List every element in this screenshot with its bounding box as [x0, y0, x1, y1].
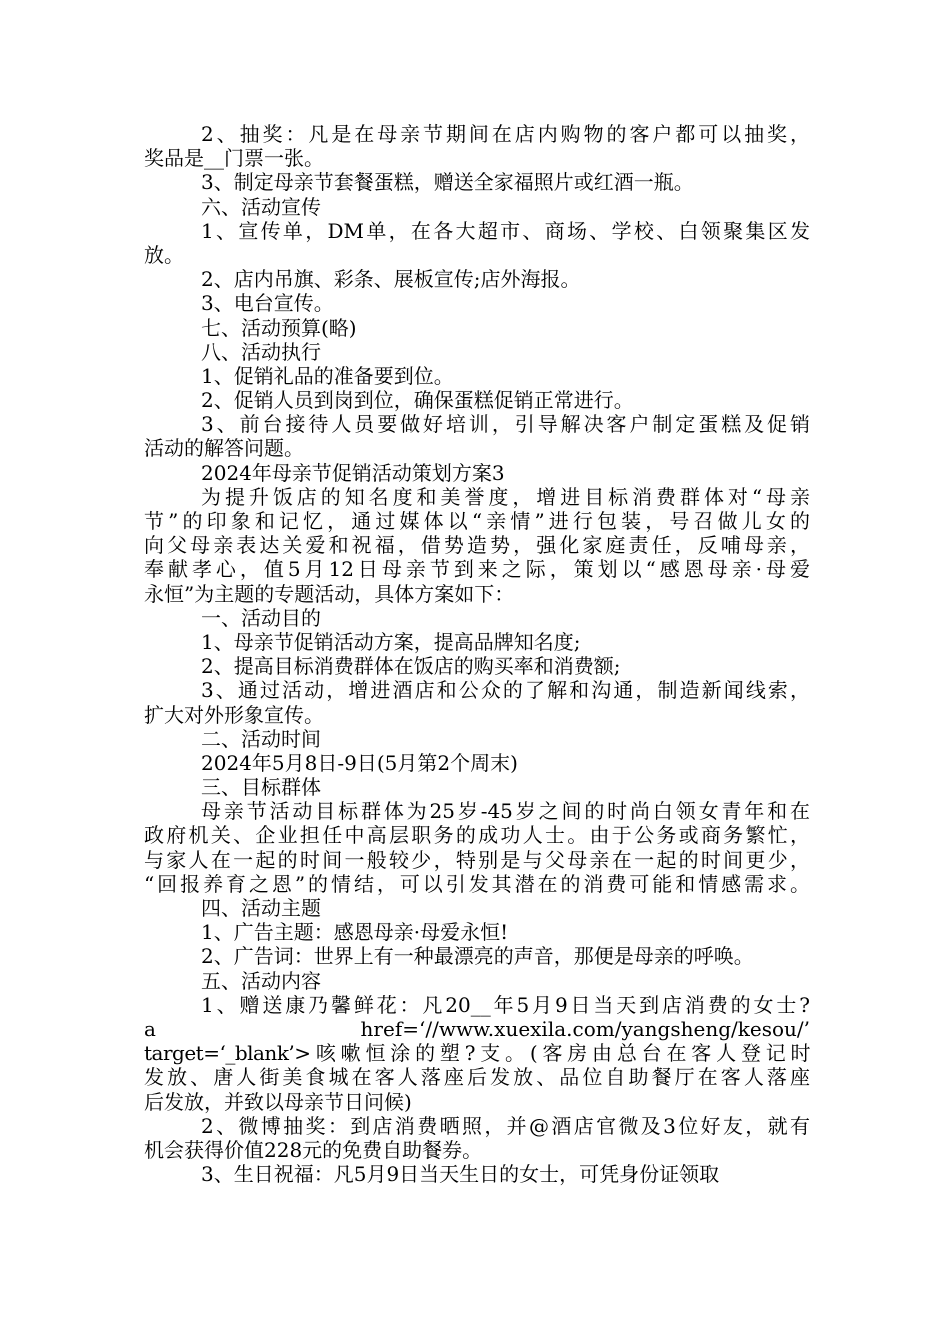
text-line: 2、提高目标消费群体在饭店的购买率和消费额; [201, 654, 621, 679]
text-line: 永恒”为主题的专题活动，具体方案如下： [144, 581, 515, 606]
section-heading: 一、活动目的 [201, 605, 321, 630]
text-line: 1、广告主题：感恩母亲·母爱永恒! [201, 920, 509, 945]
section-heading: 六、活动宣传 [201, 194, 321, 219]
text-line: 3、前台接待人员要做好培训，引导解决客户制定蛋糕及促销 [201, 412, 810, 437]
section-heading: 七、活动预算(略) [201, 315, 357, 340]
text-line: 政府机关、企业担任中高层职务的成功人士。由于公务或商务繁忙， [144, 823, 810, 848]
text-line: 2024年5月8日-9日(5月第2个周末) [201, 750, 518, 775]
text-line: 节”的印象和记忆，通过媒体以“亲情”进行包装，号召做儿女的 [144, 509, 810, 533]
text-line: 2、广告词：世界上有一种最漂亮的声音，那便是母亲的呼唤。 [201, 944, 754, 969]
text-line: “回报养育之恩”的情结，可以引发其潜在的消费可能和情感需求。 [144, 871, 810, 896]
text-line: 2、抽奖：凡是在母亲节期间在店内购物的客户都可以抽奖， [201, 122, 810, 146]
text-line: 1、赠送康乃馨鲜花：凡20__年5月9日当天到店消费的女士? [201, 992, 810, 1017]
text-line: 发放、唐人街美食城在客人落座后发放、品位自助餐厅在客人落座 [144, 1065, 810, 1090]
section-heading: 八、活动执行 [201, 339, 321, 364]
text-line: 活动的解答问题。 [144, 436, 304, 461]
text-line: 与家人在一起的时间一般较少，特别是与父母亲在一起的时间更少， [144, 847, 810, 872]
text-line: 1、促销礼品的准备要到位。 [201, 363, 454, 388]
text-line: 3、生日祝福：凡5月9日当天生日的女士，可凭身份证领取 [201, 1162, 720, 1187]
section-heading: 二、活动时间 [201, 726, 321, 751]
text-line: 1、母亲节促销活动方案，提高品牌知名度; [201, 629, 581, 654]
text-line: target=‘_blank’>咳嗽恒涂的塑?支。(客房由总台在客人登记时 [144, 1041, 810, 1066]
text-line: 奖品是__门票一张。 [144, 146, 324, 171]
section-heading: 五、活动内容 [201, 968, 321, 993]
text-line: 放。 [144, 242, 184, 267]
text-line: 3、电台宣传。 [201, 291, 334, 316]
text-line: 母亲节活动目标群体为25岁-45岁之间的时尚白领女青年和在 [201, 799, 810, 824]
text-line: 2、店内吊旗、彩条、展板宣传;店外海报。 [201, 267, 581, 292]
text-line: 为提升饭店的知名度和美誉度，增进目标消费群体对“母亲 [201, 484, 810, 509]
text-line: 奉献孝心，值5月12日母亲节到来之际，策划以“感恩母亲·母爱 [144, 557, 810, 582]
text-line: 机会获得价值228元的免费自助餐券。 [144, 1137, 483, 1162]
text-line: 1、宣传单，DM单，在各大超市、商场、学校、白领聚集区发 [201, 218, 810, 243]
section-heading: 四、活动主题 [201, 896, 321, 920]
text-line: 3、制定母亲节套餐蛋糕，赠送全家福照片或红酒一瓶。 [201, 170, 694, 195]
text-line: 3、通过活动，增进酒店和公众的了解和沟通，制造新闻线索， [201, 678, 810, 703]
text-line: 2、促销人员到岗到位，确保蛋糕促销正常进行。 [201, 388, 634, 413]
text-line: 向父母亲表达关爱和祝福，借势造势，强化家庭责任，反哺母亲， [144, 533, 810, 558]
text-line: a href=‘//www.xuexila.com/yangsheng/kesou/’ [144, 1016, 810, 1041]
text-line: 后发放，并致以母亲节日问候) [144, 1089, 412, 1114]
document-title: 2024年母亲节促销活动策划方案3 [201, 460, 505, 485]
text-line: 扩大对外形象宣传。 [144, 702, 324, 727]
text-line: 2、微博抽奖：到店消费晒照，并@酒店官微及3位好友，就有 [201, 1113, 810, 1138]
section-heading: 三、目标群体 [201, 775, 321, 800]
